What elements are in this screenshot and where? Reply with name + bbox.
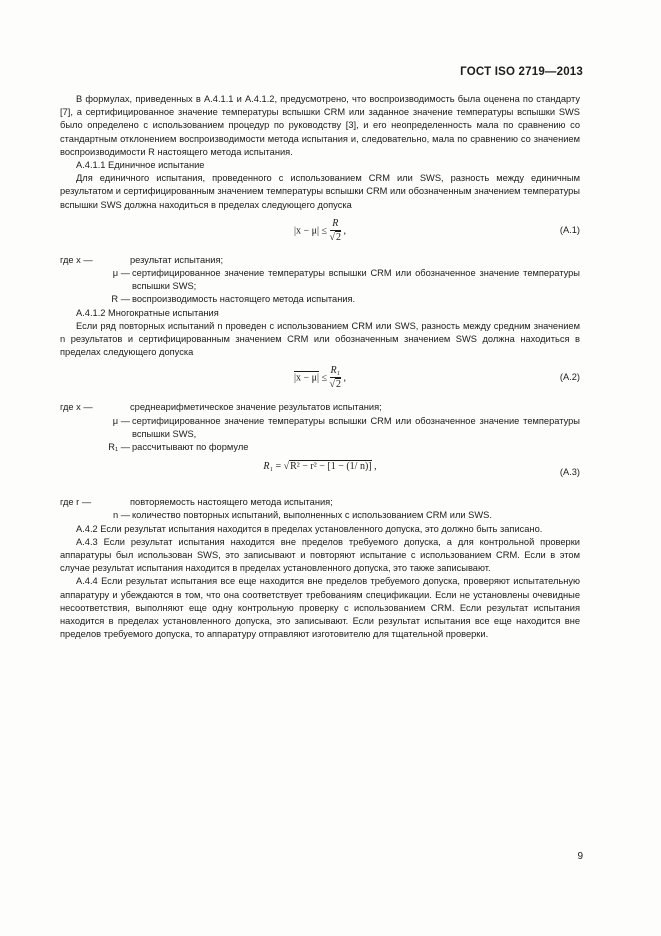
formula-a2-tail: , bbox=[343, 372, 346, 384]
formula-a1-denominator: √2 bbox=[329, 231, 341, 243]
paragraph-a43: А.4.3 Если результат испытания находится вне пределов требуемого допуска, а для контрольной проверки аппаратуры был использован SWS, это записывают и повторяют испытание с использованием CRM. Если в этом случае результат испытания находится в пределах установленного допуска, это также записывают. bbox=[60, 536, 580, 574]
where-symbol: где x — bbox=[60, 402, 93, 413]
page-content bbox=[60, 93, 580, 642]
formula-a3-tail: , bbox=[374, 461, 377, 473]
formula-a1-numerator: R bbox=[332, 217, 339, 229]
where-text: сертифицированное значение температуры вспышки CRM или обозначенное значение температуры вспышки SWS, bbox=[132, 415, 580, 439]
formula-a1 bbox=[60, 212, 580, 250]
formula-a3-number: (A.3) bbox=[559, 467, 580, 478]
where-list-3 bbox=[60, 496, 580, 522]
formula-a1-tail: , bbox=[343, 225, 346, 237]
where-text: воспроизводимость настоящего метода испытания. bbox=[132, 294, 356, 305]
formula-a3 bbox=[60, 454, 580, 492]
where-item bbox=[60, 267, 580, 293]
page-number: 9 bbox=[577, 851, 583, 862]
where-text: рассчитывают по формуле bbox=[132, 442, 249, 453]
where-text: количество повторных испытаний, выполненных с использованием CRM или SWS. bbox=[132, 510, 492, 521]
where-text: повторяемость настоящего метода испытания; bbox=[130, 497, 333, 508]
where-text: среднеарифметическое значение результатов испытания; bbox=[130, 402, 382, 413]
where-item bbox=[60, 293, 580, 306]
formula-a2 bbox=[60, 359, 580, 397]
where-symbol: где x — bbox=[60, 254, 93, 265]
formula-a2-lhs: |x − μ| bbox=[293, 372, 319, 384]
formula-a3-lhs: R₁ bbox=[263, 461, 273, 473]
paragraph-single-test: Для единичного испытания, проведенного с использованием CRM или SWS, разность между единичным результатом и сертифицированным значением температуры вспышки CRM или обозначенным значением температуры вспышки SWS должна находиться в пределах следующего допуска bbox=[60, 173, 580, 210]
where-symbol: μ — bbox=[112, 415, 130, 426]
document-header: ГОСТ ISO 2719—2013 bbox=[460, 66, 583, 78]
heading-a411: А.4.1.1 Единичное испытание bbox=[76, 160, 205, 171]
formula-a1-relation: ≤ bbox=[321, 225, 327, 237]
formula-a1-fraction bbox=[330, 218, 342, 244]
formula-a2-radicand: 2 bbox=[336, 379, 341, 391]
where-item bbox=[60, 401, 580, 414]
paragraph-intro: В формулах, приведенных в А.4.1.1 и А.4.1.2, предусмотрено, что воспроизводимость была оценена по стандарту [7], а сертифицированное значение температуры вспышки CRM или заданное значение температуры вспышки SWS было определено с использованием процедур по руководству [3], и его неопределенность мала по сравнению со стандартным отклонением воспроизводимости метода испытания и, следовательно, мала по сравнению со значением воспроизводимости R настоящего метода испытания. bbox=[60, 94, 580, 157]
where-symbol: n — bbox=[112, 510, 130, 521]
where-item bbox=[60, 509, 580, 522]
formula-a2-relation: ≤ bbox=[321, 372, 327, 384]
formula-a3-relation: = bbox=[275, 461, 282, 473]
where-symbol: μ — bbox=[112, 268, 130, 279]
where-symbol: R₁ — bbox=[108, 442, 130, 453]
where-text: результат испытания; bbox=[130, 254, 224, 265]
formula-a3-expression: R₁ = √R² − r² − [1 − (1/ n)] , bbox=[263, 461, 377, 473]
where-item bbox=[60, 441, 580, 454]
heading-a412: А.4.1.2 Многократные испытания bbox=[76, 307, 219, 318]
formula-a1-lhs: |x − μ| bbox=[293, 225, 319, 237]
formula-a1-radicand: 2 bbox=[336, 231, 341, 243]
where-list-1 bbox=[60, 254, 580, 307]
formula-a1-number: (A.1) bbox=[559, 224, 580, 235]
formula-a3-radicand: R² − r² − [1 − (1/ n)] bbox=[290, 461, 372, 473]
formula-a2-numerator: R₁ bbox=[330, 365, 341, 377]
paragraph-multiple-tests: Если ряд повторных испытаний n проведен с использованием CRM или SWS, разность между средним значением n результатов и сертифицированным значением CRM или обозначенным значением SWS должна находиться в пределах следующего допуска bbox=[60, 320, 580, 358]
where-text: сертифицированное значение температуры вспышки CRM или обозначенное значение температуры вспышки SWS; bbox=[132, 268, 580, 292]
where-item bbox=[60, 254, 580, 267]
where-symbol: где r — bbox=[60, 497, 92, 508]
where-item bbox=[60, 415, 580, 441]
formula-a2-denominator: √2 bbox=[329, 379, 341, 391]
where-list-2 bbox=[60, 401, 580, 454]
paragraph-a42: А.4.2 Если результат испытания находится в пределах установленного допуска, это должно быть записано. bbox=[76, 523, 543, 534]
formula-a1-expression bbox=[60, 218, 580, 244]
formula-a2-expression bbox=[60, 365, 580, 391]
where-symbol: R — bbox=[111, 294, 130, 305]
formula-a2-number: (A.2) bbox=[559, 372, 580, 383]
where-item bbox=[60, 496, 580, 509]
paragraph-a44: А.4.4 Если результат испытания все еще находится вне пределов требуемого допуска, проверяют испытательную аппаратуру и убеждаются в том, что она соответствует требованиям спецификации. Если не установлены очевидные несоответствия, выполняют еще одну контрольную проверку с использованием CRM. Если результат испытания находится в пределах установленного допуска, это записывают. Если результат испытания все еще находится вне пределов требуемого допуска, то аппаратуру отправляют изготовителю для тщательной проверки. bbox=[60, 576, 580, 640]
formula-a2-fraction bbox=[330, 365, 342, 391]
